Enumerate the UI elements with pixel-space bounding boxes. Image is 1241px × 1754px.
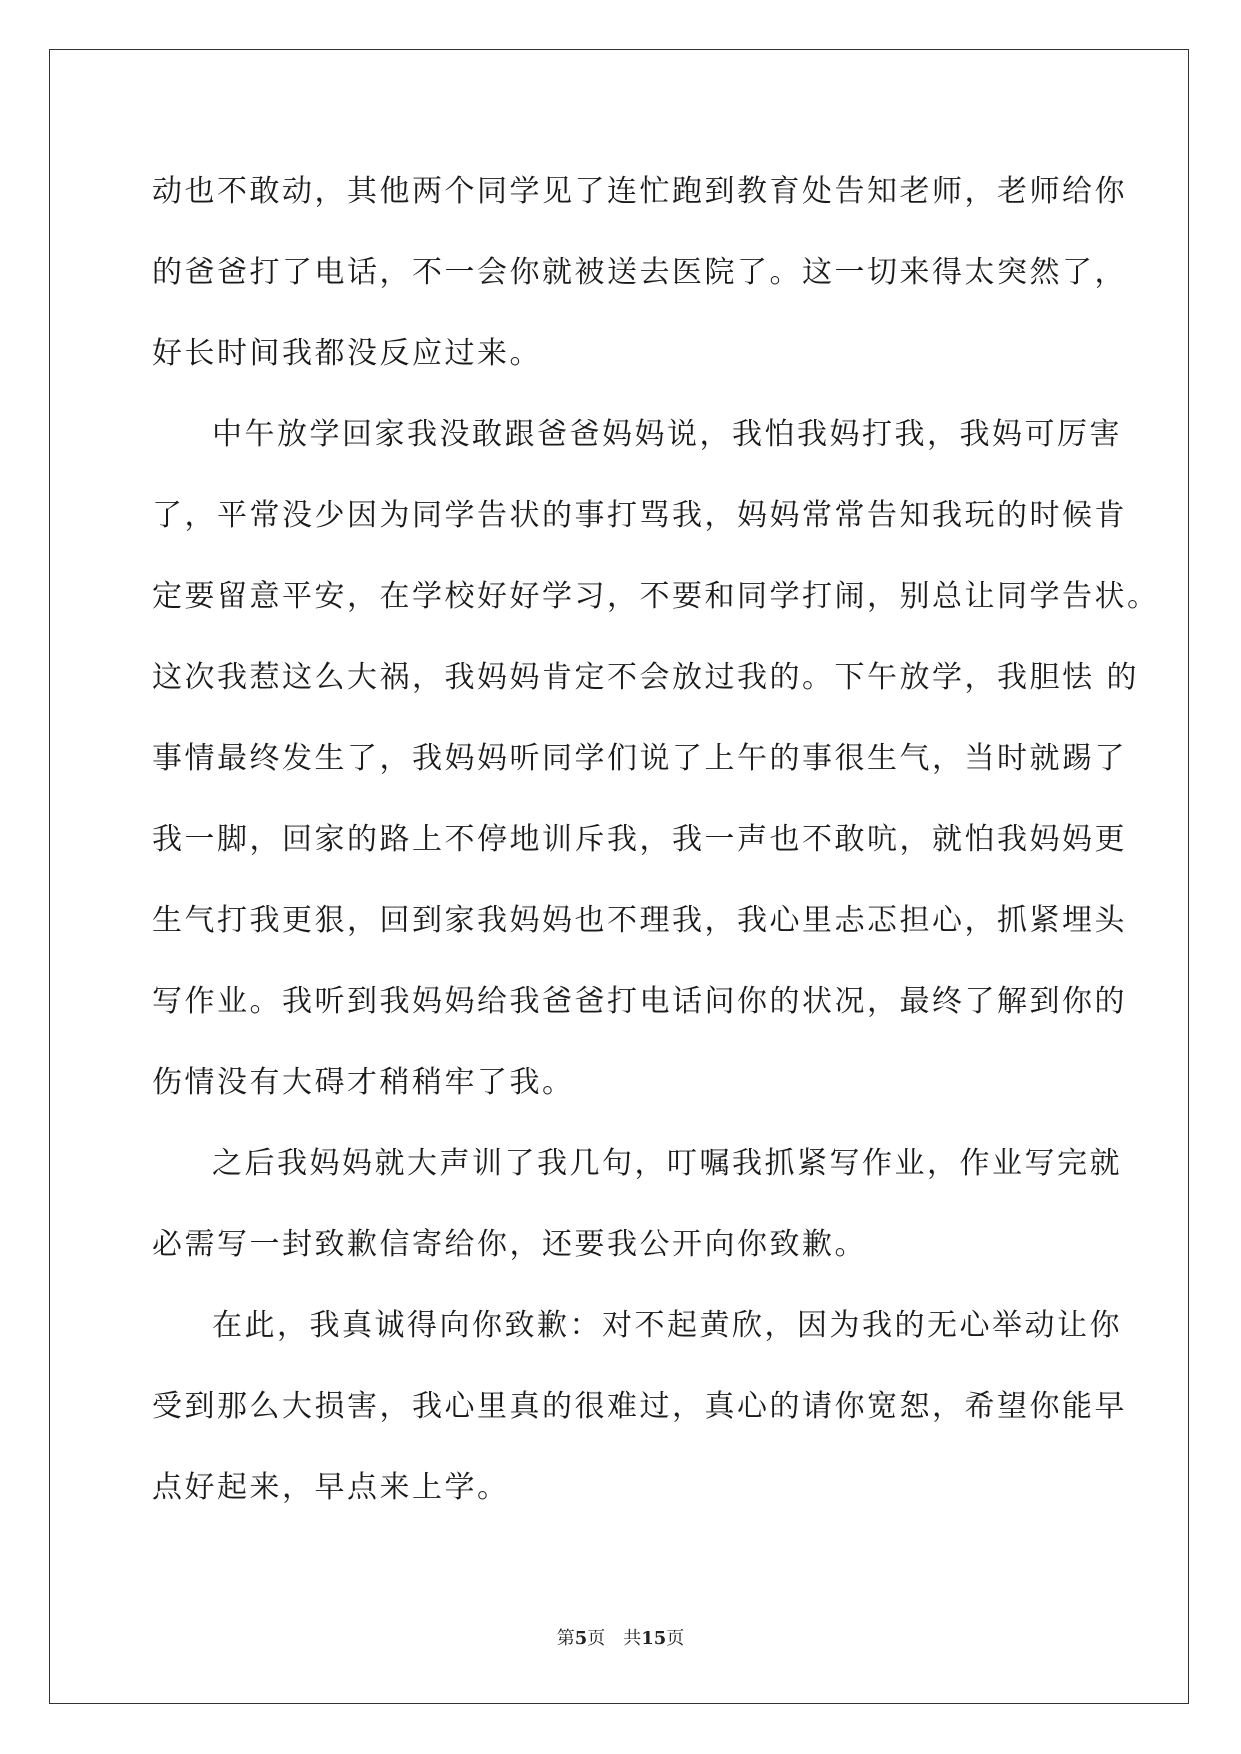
text-line: 好长时间我都没反应过来。 [152,336,542,371]
text-line: 的爸爸打了电话，不一会你就被送去医院了。这一切来得太突然了， [152,255,1127,290]
page-footer [0,1624,1241,1650]
total-prefix: 共 [623,1628,642,1649]
text-line: 这次我惹这么大祸，我妈妈肯定不会放过我的。下午放学，我胆怯 的 [152,660,1140,695]
text-line: 点好起来，早点来上学。 [152,1470,510,1505]
page-number: 5 [574,1628,588,1649]
text-line: 受到那么大损害，我心里真的很难过，真心的请你宽恕，希望你能早 [152,1389,1127,1424]
text-line: 事情最终发生了，我妈妈听同学们说了上午的事很生气，当时就踢了 [152,741,1127,776]
text-line: 了，平常没少因为同学告状的事打骂我，妈妈常常告知我玩的时候肯 [152,498,1127,533]
text-line: 必需写一封致歉信寄给你，还要我公开向你致歉。 [152,1227,867,1262]
page-prefix: 第 [556,1628,575,1649]
text-line: 在此，我真诚得向你致歉：对不起黄欣，因为我的无心举动让你 [212,1308,1122,1343]
text-line: 定要留意平安，在学校好好学习，不要和同学打闹，别总让同学告状。 [152,579,1160,614]
total-suffix: 页 [666,1628,685,1649]
text-line: 伤情没有大碍才稍稍牢了我。 [152,1065,575,1100]
total-pages: 15 [641,1628,667,1649]
page-suffix: 页 [587,1628,606,1649]
letter-body [152,164,1160,1541]
text-line: 动也不敢动，其他两个同学见了连忙跑到教育处告知老师，老师给你 [152,174,1127,209]
text-line: 中午放学回家我没敢跟爸爸妈妈说，我怕我妈打我，我妈可厉害 [212,417,1122,452]
text-line: 之后我妈妈就大声训了我几句，叮嘱我抓紧写作业，作业写完就 [212,1146,1122,1181]
text-line: 我一脚，回家的路上不停地训斥我，我一声也不敢吭，就怕我妈妈更 [152,822,1127,857]
text-line: 生气打我更狠，回到家我妈妈也不理我，我心里忐忑担心，抓紧埋头 [152,903,1127,938]
text-line: 写作业。我听到我妈妈给我爸爸打电话问你的状况，最终了解到你的 [152,984,1127,1019]
